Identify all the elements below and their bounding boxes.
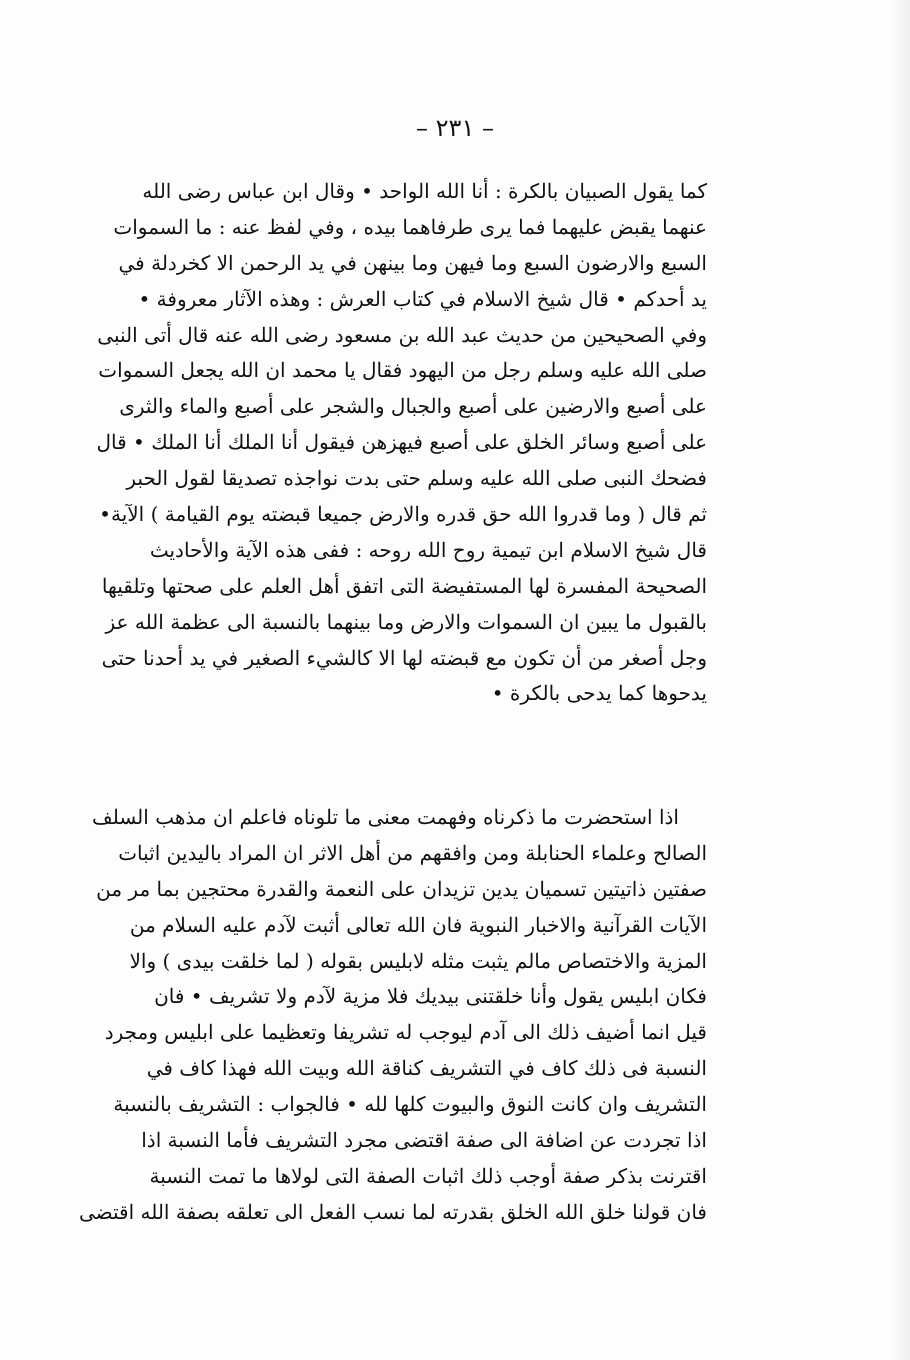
text-line: فضحك النبى صلى الله عليه وسلم حتى بدت نواجذه تصديقا لقول الحبر: [126, 466, 707, 491]
page-edge-shadow: [892, 0, 910, 1360]
text-line: وجل أصغر من أن تكون مع قبضته لها الا كالشيء الصغير في يد أحدنا حتى: [101, 645, 707, 670]
text-line: الآيات القرآنية والاخبار النبوية فان الله تعالى أثبت لآدم عليه السلام من: [129, 912, 707, 937]
text-line: المزية والاختصاص مالم يثبت مثله لابليس بقوله ( لما خلقت بيدى ) والا: [129, 948, 707, 973]
text-line: اذا تجردت عن اضافة الى صفة اقتضى مجرد التشريف فأما النسبة اذا: [141, 1128, 707, 1153]
text-line: على أصبع والارضين على أصبع والجبال والشجر على أصبع والماء والثرى: [119, 394, 707, 419]
text-line: الصحيحة المفسرة لها المستفيضة التى اتفق أهل العلم على صحتها وتلقيها: [101, 573, 707, 598]
text-line: اقترنت بذكر صفة أوجب ذلك اثبات الصفة التى لولاها ما تمت النسبة: [149, 1163, 707, 1188]
text-line: بالقبول ما يبين ان السموات والارض وما بينهما بالنسبة الى عظمة الله عز: [105, 609, 707, 634]
text-line: كما يقول الصبيان بالكرة : أنا الله الواحد • وقال ابن عباس رضى الله: [142, 179, 707, 203]
text-line: على أصبع وسائر الخلق على أصبع فيهزهن فيقول أنا الملك أنا الملك • قال: [96, 430, 707, 455]
text-line: فان قولنا خلق الله الخلق بقدرته لما نسب الفعل الى تعلقه بصفة الله اقتضى: [78, 1199, 707, 1224]
text-line: يدحوها كما يدحى بالكرة •: [491, 681, 707, 706]
text-line: فكان ابليس يقول وأنا خلقتنى بيديك فلا مزية لآدم ولا تشريف • فان: [154, 984, 707, 1009]
text-line: الصالح وعلماء الحنابلة ومن وافقهم من أهل الاثر ان المراد باليدين اثبات: [118, 840, 707, 865]
text-line: وفي الصحيحين من حديث عبد الله بن مسعود رضى الله عنه قال أتى النبى: [97, 322, 707, 347]
text-line: يد أحدكم • قال شيخ الاسلام في كتاب العرش : وهذه الآثار معروفة •: [138, 286, 707, 311]
text-line: السبع والارضون السبع وما فيهن وما بينهن في يد الرحمن الا كخردلة في: [118, 250, 707, 275]
page-number: – ٢٣١ –: [416, 114, 494, 142]
text-line: ثم قال ( وما قدروا الله حق قدره والارض جميعا قبضته يوم القيامة ) الآية•: [99, 502, 707, 527]
text-line: التشريف وان كانت النوق والبيوت كلها لله • فالجواب : التشريف بالنسبة: [113, 1092, 707, 1117]
paragraph-2: [78, 800, 707, 1231]
paragraph-1: [96, 174, 707, 712]
text-line: قال شيخ الاسلام ابن تيمية روح الله روحه : ففى هذه الآية والأحاديث: [149, 537, 707, 562]
text-line: اذا استحضرت ما ذكرناه وفهمت معنى ما تلوناه فاعلم ان مذهب السلف: [92, 805, 679, 829]
text-line: صلى الله عليه وسلم رجل من اليهود فقال يا محمد ان الله يجعل السموات: [98, 358, 707, 383]
text-line: قيل انما أضيف ذلك الى آدم ليوجب له تشريفا وتعظيما على ابليس ومجرد: [104, 1020, 707, 1045]
text-line: صفتين ذاتيتين تسميان يدين تزيدان على النعمة والقدرة محتجين بما مر من: [96, 876, 707, 901]
text-line: النسبة فى ذلك كاف في التشريف كناقة الله وبيت الله فهذا كاف في: [146, 1056, 707, 1081]
text-line: عنهما يقبض عليهما فما يرى طرفاهما بيده ، وفي لفظ عنه : ما السموات: [113, 214, 707, 239]
